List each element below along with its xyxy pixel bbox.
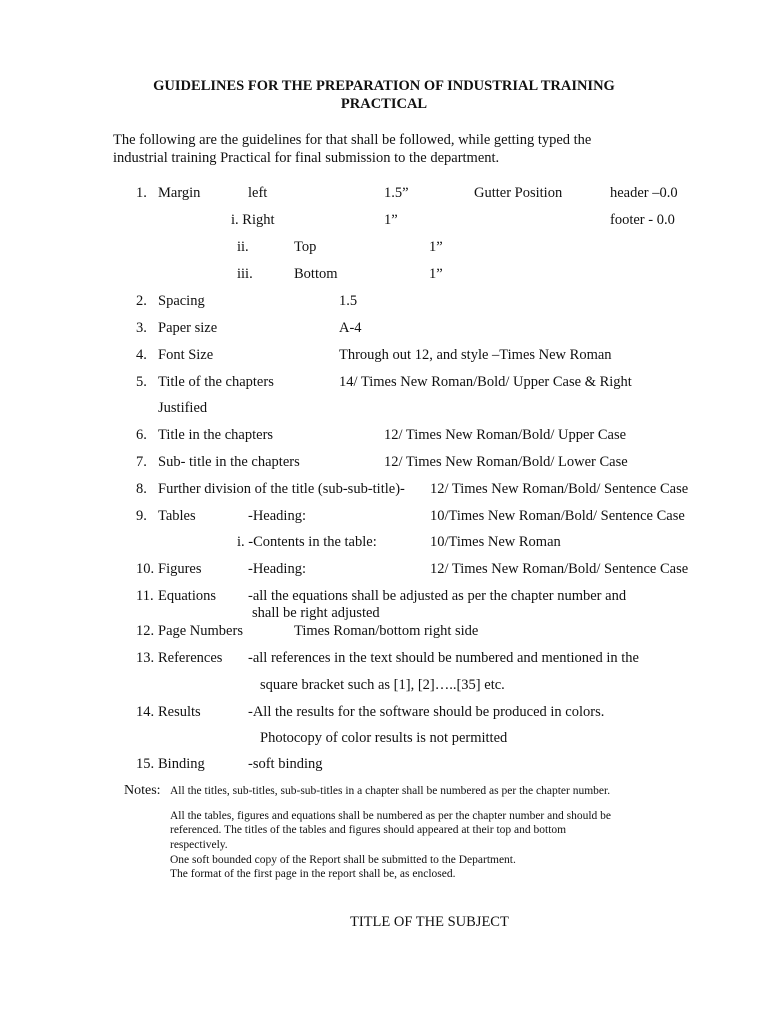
item-number: 14. — [136, 704, 155, 720]
item-value: 10/Times New Roman/Bold/ Sentence Case — [430, 508, 685, 524]
item-subfield: Bottom — [294, 266, 338, 282]
item-value: Through out 12, and style –Times New Roman — [339, 347, 612, 363]
item-label: Title of the chapters — [158, 374, 274, 390]
item-label: Tables — [158, 508, 196, 524]
item-number: 12. — [136, 623, 155, 639]
item-value: A-4 — [339, 320, 362, 336]
subject-title: TITLE OF THE SUBJECT — [350, 914, 509, 930]
item-value: 12/ Times New Roman/Bold/ Upper Case — [384, 427, 627, 443]
item-subfield: i. -Contents in the table: — [237, 534, 377, 550]
item-label: Margin — [158, 185, 201, 201]
item-number: 8. — [136, 481, 147, 497]
item-number: 11. — [136, 588, 154, 604]
note-text: referenced. The titles of the tables and figures should appeared at their top and bottom — [170, 824, 567, 836]
item-label: Title in the chapters — [158, 427, 274, 443]
item-number: 15. — [136, 756, 155, 772]
item-label: Further division of the title (sub-sub-title)- — [158, 481, 405, 497]
item-number: 4. — [136, 347, 147, 363]
document-title-line2: PRACTICAL — [340, 96, 428, 112]
item-number: 1. — [136, 185, 147, 201]
item-value: 14/ Times New Roman/Bold/ Upper Case & Right — [339, 374, 632, 390]
item-value: -soft binding — [248, 756, 323, 772]
item-label: References — [158, 650, 223, 666]
item-number: 6. — [136, 427, 147, 443]
item-subfield: Gutter Position — [474, 185, 563, 201]
item-subfield: i. Right — [231, 212, 275, 228]
item-value: -All the results for the software should be produced in colors. — [248, 704, 605, 720]
item-value: footer - 0.0 — [610, 212, 675, 228]
item-subfield: Top — [294, 239, 317, 255]
item-number: 13. — [136, 650, 155, 666]
item-value: 1.5 — [339, 293, 358, 309]
item-subfield: -Heading: — [248, 508, 306, 524]
item-value: -all references in the text should be numbered and mentioned in the — [248, 650, 639, 666]
item-number: 7. — [136, 454, 147, 470]
item-value: header –0.0 — [610, 185, 678, 201]
item-subfield-number: iii. — [237, 266, 253, 282]
item-subfield: left — [248, 185, 268, 201]
item-value: Times Roman/bottom right side — [294, 623, 479, 639]
item-label: Results — [158, 704, 201, 720]
item-label: Binding — [158, 756, 205, 772]
notes-label: Notes: — [124, 783, 161, 798]
item-number: 5. — [136, 374, 147, 390]
item-value-continuation: square bracket such as [1], [2]…..[35] etc. — [260, 677, 505, 693]
item-subfield: -Heading: — [248, 561, 306, 577]
item-label: Equations — [158, 588, 216, 604]
note-text: respectively. — [170, 839, 228, 851]
item-label: Paper size — [158, 320, 218, 336]
note-text: The format of the first page in the report shall be, as enclosed. — [170, 868, 456, 880]
item-number: 3. — [136, 320, 147, 336]
item-number: 2. — [136, 293, 147, 309]
item-label: Sub- title in the chapters — [158, 454, 300, 470]
item-value: 12/ Times New Roman/Bold/ Lower Case — [384, 454, 628, 470]
item-value: 12/ Times New Roman/Bold/ Sentence Case — [430, 561, 689, 577]
note-text: One soft bounded copy of the Report shall be submitted to the Department. — [170, 854, 516, 866]
item-value-continuation: Justified — [158, 400, 208, 416]
intro-text-line1: The following are the guidelines for that shall be followed, while getting typed the — [113, 132, 592, 148]
item-number: 10. — [136, 561, 155, 577]
item-label: Page Numbers — [158, 623, 243, 639]
item-value: 12/ Times New Roman/Bold/ Sentence Case — [430, 481, 689, 497]
item-label: Spacing — [158, 293, 205, 309]
note-text: All the titles, sub-titles, sub-sub-titles in a chapter shall be numbered as per the chapter number. — [170, 785, 611, 797]
item-value: 10/Times New Roman — [430, 534, 561, 550]
item-label: Figures — [158, 561, 202, 577]
item-value: 1” — [429, 239, 443, 255]
note-text: All the tables, figures and equations shall be numbered as per the chapter number and should be — [170, 810, 612, 822]
intro-text-line2: industrial training Practical for final submission to the department. — [113, 150, 500, 166]
item-subfield-number: ii. — [237, 239, 249, 255]
document-title-line1: GUIDELINES FOR THE PREPARATION OF INDUSTRIAL TRAINING — [153, 78, 615, 94]
item-value: 1” — [429, 266, 443, 282]
item-value: 1” — [384, 212, 398, 228]
item-label: Font Size — [158, 347, 214, 363]
item-value: -all the equations shall be adjusted as per the chapter number and — [248, 588, 627, 604]
item-value-continuation: shall be right adjusted — [252, 605, 380, 621]
item-value: 1.5” — [384, 185, 409, 201]
item-value-continuation: Photocopy of color results is not permitted — [260, 730, 508, 746]
item-number: 9. — [136, 508, 147, 524]
